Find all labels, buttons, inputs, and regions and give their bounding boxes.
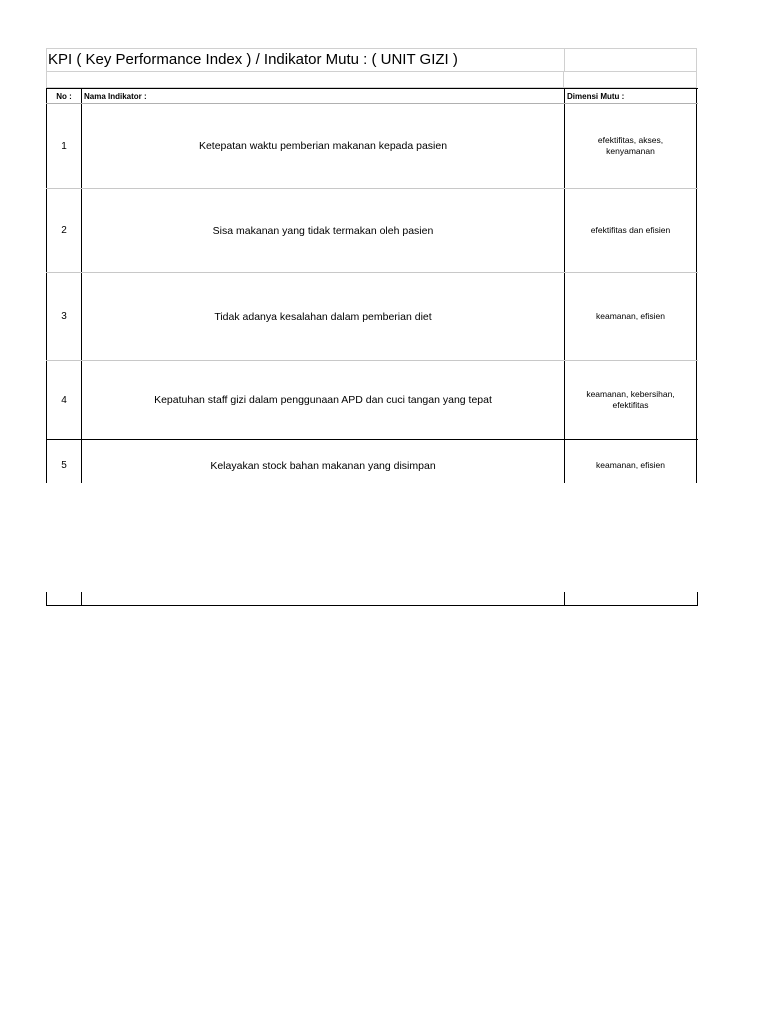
column-divider: [564, 592, 565, 605]
indicator-name: Kepatuhan staff gizi dalam penggunaan APD dan cuci tangan yang tepat: [81, 361, 564, 439]
row-number: 5: [46, 440, 81, 483]
indicator-name: Sisa makanan yang tidak termakan oleh pasien: [81, 189, 564, 272]
table-row: [46, 104, 698, 189]
column-divider: [564, 49, 565, 71]
column-divider: [81, 592, 82, 605]
column-divider: [697, 592, 698, 605]
row-number: 3: [46, 273, 81, 360]
page-title: KPI ( Key Performance Index ) / Indikator Mutu : ( UNIT GIZI ): [48, 51, 458, 68]
column-divider: [46, 592, 47, 605]
table-row: [46, 440, 698, 483]
row-number: 1: [46, 104, 81, 188]
table-header-row: [46, 88, 698, 104]
quality-dimension: keamanan, efisien: [564, 440, 697, 483]
table-row: [46, 273, 698, 361]
indicator-name: Kelayakan stock bahan makanan yang disimpan: [81, 440, 564, 483]
blank-row: [46, 72, 697, 88]
column-divider: [563, 72, 564, 87]
indicator-name: Tidak adanya kesalahan dalam pemberian diet: [81, 273, 564, 360]
row-number: 2: [46, 189, 81, 272]
title-row: [46, 48, 697, 72]
table-row: [46, 189, 698, 273]
quality-dimension: keamanan, efisien: [564, 273, 697, 360]
quality-dimension: efektifitas dan efisien: [564, 189, 697, 272]
header-no: No :: [46, 89, 81, 103]
header-dimension: Dimensi Mutu :: [564, 89, 697, 103]
quality-dimension: efektifitas, akses, kenyamanan: [564, 104, 697, 188]
row-number: 4: [46, 361, 81, 439]
table-continuation-fragment: [46, 592, 698, 606]
header-name: Nama Indikator :: [81, 89, 564, 103]
indicator-name: Ketepatan waktu pemberian makanan kepada pasien: [81, 104, 564, 188]
quality-dimension: keamanan, kebersihan, efektifitas: [564, 361, 697, 439]
table-row: [46, 361, 698, 440]
kpi-table: [46, 88, 698, 483]
